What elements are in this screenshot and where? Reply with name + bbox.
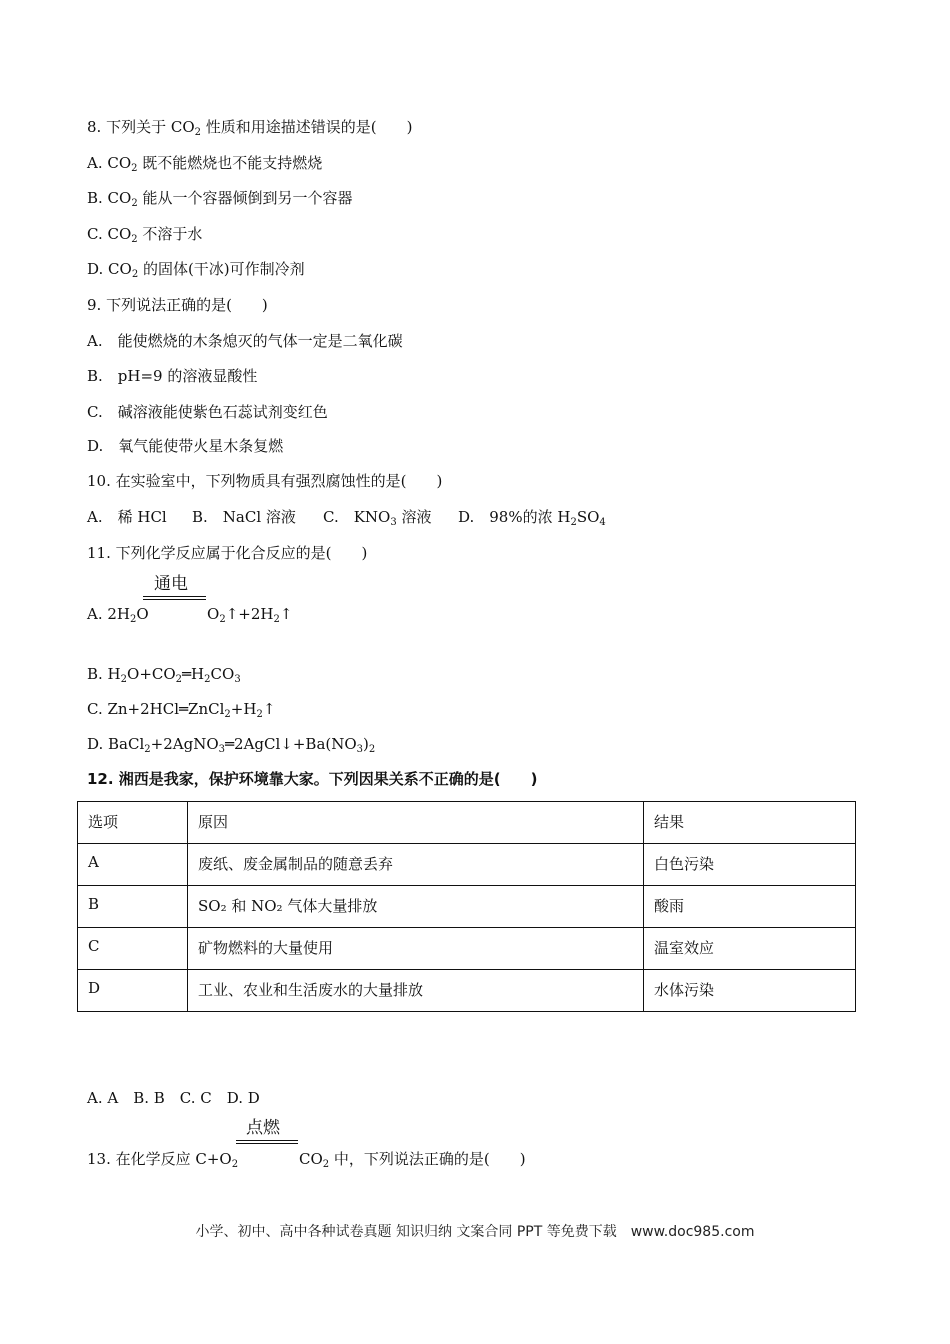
q8-stem: 8. 下列关于 $CO_2$ 性质和用途描述错误的是( ) [87,118,413,138]
q12-table [77,801,856,1012]
table-cell: 温室效应 [644,928,856,970]
table-row [78,844,856,886]
table-header-cell: 选项 [78,802,188,844]
q11-a-condition: 通电 [154,574,188,594]
q8-option-d: D. $CO_2$ 的固体(干冰)可作制冷剂 [87,260,305,280]
q8-option-b: B. $CO_2$ 能从一个容器倾倒到另一个容器 [87,189,353,209]
table-cell: C [78,928,188,970]
table-cell: 废纸、废金属制品的随意丢弃 [188,844,644,886]
q9-option-a: A. 能使燃烧的木条熄灭的气体一定是二氧化碳 [87,332,403,350]
table-cell: 酸雨 [644,886,856,928]
table-header-cell: 原因 [188,802,644,844]
table-cell: SO₂ 和 NO₂ 气体大量排放 [188,886,644,928]
q13-stem-left: 13. 在化学反应 $C+O_2$ [87,1150,239,1170]
q13-stem-right: $CO_2$ 中，下列说法正确的是( ) [299,1150,526,1170]
q11-option-a-left: A. $2H_2O$ [87,605,149,625]
table-cell: 白色污染 [644,844,856,886]
table-cell: 水体污染 [644,970,856,1012]
q13-arrow-bar-top [236,1140,298,1141]
q10-option-a: A. 稀 HCl [87,508,167,526]
table-row [78,928,856,970]
q13-condition: 点燃 [246,1118,280,1138]
q12-options: A. A B. B C. C D. D [87,1089,260,1107]
table-header-row [78,802,856,844]
q9-option-b: B. pH=9 的溶液显酸性 [87,367,258,385]
page-footer: 小学、初中、高中各种试卷真题 知识归纳 文案合同 PPT 等免费下载 www.doc985.com [195,1224,755,1240]
q13-arrow-bar-bottom [236,1143,298,1144]
q8-option-c: C. $CO_2$ 不溶于水 [87,225,203,245]
q11-stem: 11. 下列化学反应属于化合反应的是( ) [87,544,368,562]
table-cell: A [78,844,188,886]
table-cell: B [78,886,188,928]
q10-option-d: D. 98%的浓 $H_2SO_4$ [458,508,606,528]
q10-option-b: B. NaCl 溶液 [192,508,296,526]
q9-option-c: C. 碱溶液能使紫色石蕊试剂变红色 [87,403,328,421]
table-cell: 矿物燃料的大量使用 [188,928,644,970]
q9-stem: 9. 下列说法正确的是( ) [87,296,268,314]
q10-stem: 10. 在实验室中，下列物质具有强烈腐蚀性的是( ) [87,472,443,490]
table-cell: 工业、农业和生活废水的大量排放 [188,970,644,1012]
table-row [78,886,856,928]
q11-option-a-right: $O_2↑+2H_2↑$ [207,605,293,625]
q10-options [87,507,606,530]
q11-a-arrow-bar-bottom [143,599,206,600]
table-header-cell: 结果 [644,802,856,844]
table-cell: D [78,970,188,1012]
q11-option-b: B. $H_2O+CO_2═H_2CO_3$ [87,665,241,685]
q8-option-a: A. $CO_2$ 既不能燃烧也不能支持燃烧 [87,154,323,174]
q9-option-d: D. 氧气能使带火星木条复燃 [87,437,284,455]
q11-a-arrow-bar-top [143,596,206,597]
q12-stem: 12. 湘西是我家，保护环境靠大家。下列因果关系不正确的是( ) [87,770,538,788]
q11-option-d: D. $BaCl_2+2AgNO_3═2AgCl↓+Ba(NO_3)_2$ [87,735,376,755]
table-row [78,970,856,1012]
q11-option-c: C. $Zn+2HCl═ZnCl_2+H_2↑$ [87,700,276,720]
q10-option-c: C. $KNO_3$ 溶液 [323,508,432,528]
